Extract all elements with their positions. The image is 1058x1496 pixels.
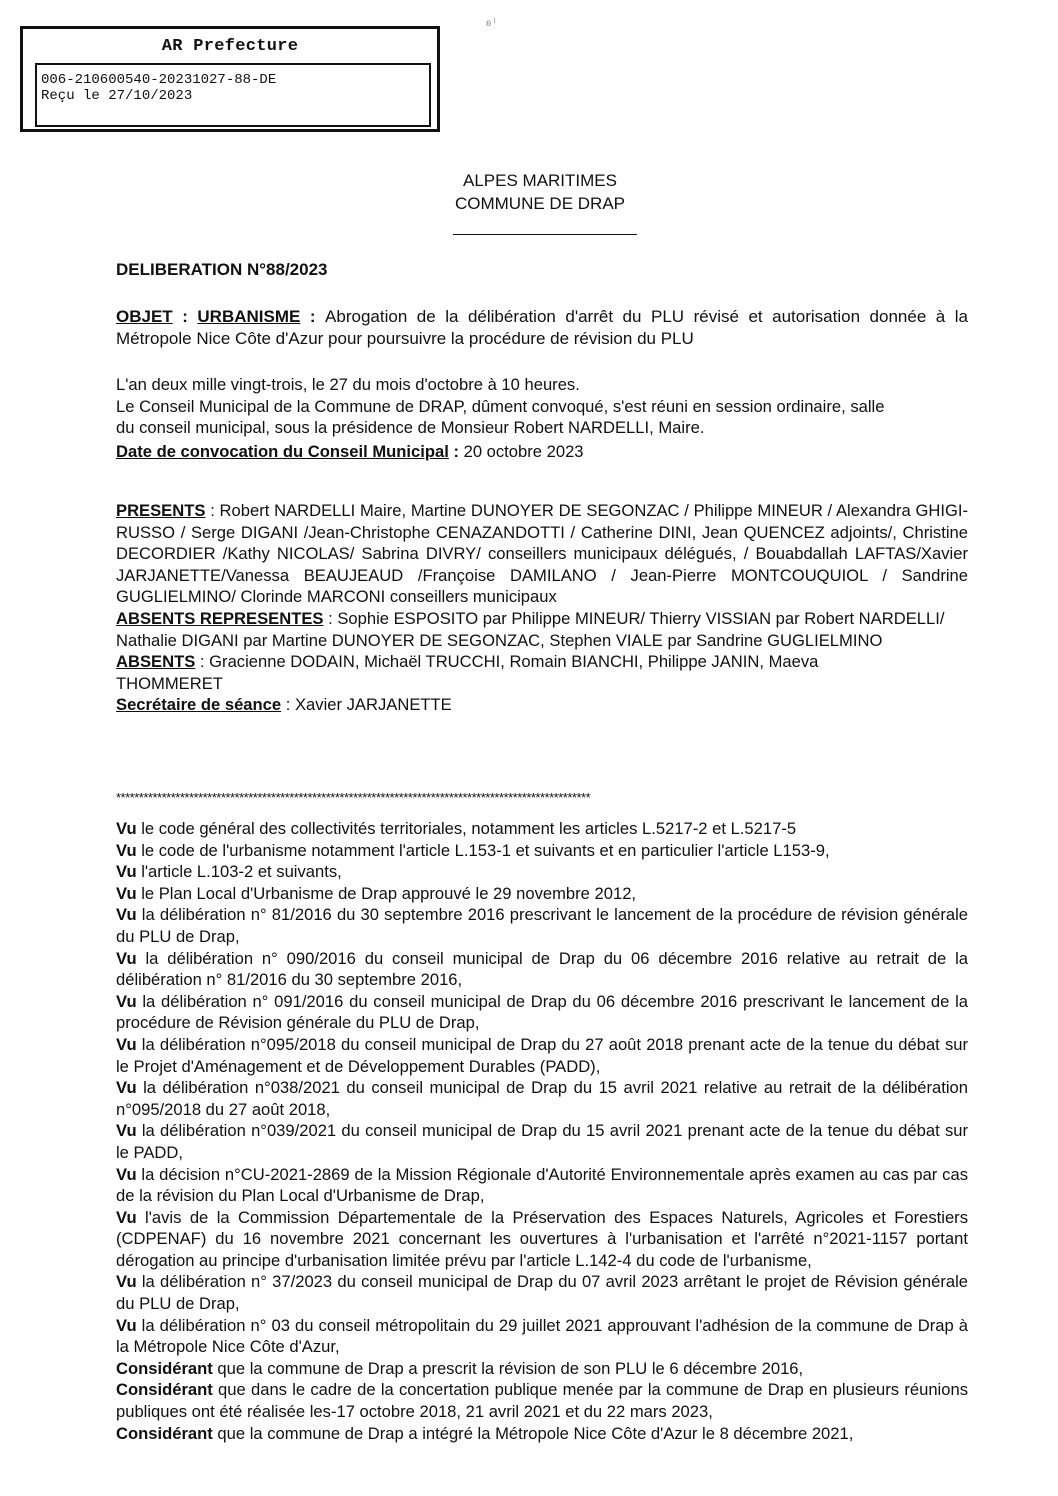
consideration-text: la décision n°CU-2021-2869 de la Mission Régionale d'Autorité Environnementale après examen au cas par cas de la révision du Plan Local d'Urbanisme de Drap,: [116, 1164, 968, 1206]
absents-representes-sep: :: [323, 608, 338, 628]
consideration-item: [116, 948, 968, 991]
consideration-text: le Plan Local d'Urbanisme de Drap approuvé le 29 novembre 2012,: [136, 883, 637, 903]
consideration-item: [116, 861, 968, 883]
consideration-item: [116, 1207, 968, 1272]
convocation-sep: :: [448, 441, 464, 461]
consideration-keyword: Vu: [116, 1272, 137, 1292]
intro-date: L'an deux mille vingt-trois, le 27 du mois d'octobre à 10 heures.: [116, 375, 580, 394]
department-heading: ALPES MARITIMES: [463, 171, 617, 190]
scan-mark: ʚ ˡ: [486, 18, 496, 29]
consideration-text: la délibération n° 03 du conseil métropolitain du 29 juillet 2021 approuvant l'adhésion de la commune de Drap à la Métropole Nice Côte d'Azur,: [116, 1315, 968, 1357]
objet-text: Abrogation de la délibération d'arrêt du PLU révisé et autorisation donnée à la Métropole Nice Côte d'Azur pour poursuivre la procédure de révision du PLU: [116, 307, 969, 348]
consideration-item: [116, 1358, 968, 1380]
presents-label: PRESENTS: [116, 501, 206, 520]
consideration-keyword: Vu: [116, 991, 137, 1011]
consideration-keyword: Vu: [116, 862, 137, 882]
consideration-keyword: Vu: [116, 1315, 137, 1335]
consideration-text: l'avis de la Commission Départementale de la Préservation des Espaces Naturels, Agricoles et Forestiers (CDPENAF) du 16 novembre 2021 concernant les ouvertures à l'urbanisation et l'arrêté n°2021-1157 portant dérogation au principe d'urbanisation limitée prévu par l'article L.142-4 du code de l'urbanisme,: [116, 1207, 968, 1270]
presents-list: Robert NARDELLI Maire, Martine DUNOYER DE SEGONZAC / Philippe MINEUR / Alexandra GHIGI-RUSSO / Serge DIGANI /Jean-Christophe CENAZANDOTTI / Catherine DINI, Jean QUENCEZ adjoints/, Christine DECORDIER /Kathy NICOLAS/ Sabrina DIVRY/ conseillers municipaux délégués, / Bouabdallah LAFTAS/Xavier JARJANETTE/Vanessa BEAUJEAUD /Françoise DAMILANO / Jean-Pierre MONTCOUQUIOL / Sandrine GUGLIELMINO/ Clorinde MARCONI conseillers municipaux: [116, 501, 968, 607]
stamp-title: AR Prefecture: [161, 37, 299, 56]
consideration-keyword: Vu: [116, 1164, 137, 1184]
urbanisme-label: URBANISME: [197, 307, 301, 326]
consideration-keyword: Vu: [116, 840, 137, 860]
secretaire-sep: :: [281, 695, 295, 715]
intro-session: Le Conseil Municipal de la Commune de DRAP, dûment convoqué, s'est réuni en session ordinaire, salle du conseil municipal, sous la présidence de Monsieur Robert NARDELLI, Maire.: [116, 396, 885, 438]
consideration-text: que la commune de Drap a intégré la Métropole Nice Côte d'Azur le 8 décembre 2021,: [212, 1423, 854, 1443]
stamp-received-date: Reçu le 27/10/2023: [41, 88, 193, 104]
attendance-section: [116, 500, 968, 716]
secretaire-label: Secrétaire de séance: [116, 695, 282, 715]
objet-section: [116, 306, 968, 349]
prefecture-stamp: [20, 26, 440, 132]
convocation-label: Date de convocation du Conseil Municipal: [116, 441, 449, 461]
presents-sep: :: [205, 501, 220, 520]
objet-sep: :: [172, 307, 198, 326]
consideration-keyword: Considérant: [116, 1380, 213, 1400]
commune-heading: COMMUNE DE DRAP: [454, 194, 625, 213]
consideration-text: la délibération n° 81/2016 du 30 septembre 2016 prescrivant le lancement de la procédure de révision générale du PLU de Drap,: [116, 905, 968, 946]
consideration-keyword: Vu: [116, 883, 137, 903]
consideration-item: [116, 1034, 968, 1077]
consideration-text: la délibération n° 37/2023 du conseil municipal de Drap du 07 avril 2023 arrêtant le projet de Révision générale du PLU de Drap,: [116, 1272, 968, 1314]
consideration-text: la délibération n°039/2021 du conseil municipal de Drap du 15 avril 2021 prenant acte de la tenue du débat sur le PADD,: [116, 1121, 968, 1162]
consideration-text: que dans le cadre de la concertation publique menée par la commune de Drap en plusieurs réunions publiques ont été réalisée les-17 octobre 2018, 21 avril 2021 et du 22 mars 2023,: [116, 1380, 968, 1422]
objet-label: OBJET: [116, 307, 173, 326]
consideration-item: [116, 991, 968, 1034]
considerations-list: [116, 818, 968, 1444]
secretaire-name: Xavier JARJANETTE: [294, 695, 452, 715]
consideration-text: le code de l'urbanisme notamment l'article L.153-1 et suivants et en particulier l'article L153-9,: [136, 840, 830, 860]
consideration-keyword: Vu: [116, 1078, 137, 1098]
deliberation-number: DELIBERATION N°88/2023: [116, 260, 328, 279]
urbanisme-sep: :: [300, 307, 326, 326]
consideration-item: [116, 1077, 968, 1120]
consideration-text: la délibération n°095/2018 du conseil municipal de Drap du 27 août 2018 prenant acte de la tenue du débat sur le Projet d'Aménagement et de Développement Durables (PADD),: [116, 1034, 968, 1076]
consideration-keyword: Vu: [116, 819, 137, 838]
consideration-text: l'article L.103-2 et suivants,: [136, 862, 342, 882]
consideration-keyword: Considérant: [116, 1423, 213, 1443]
header-divider: [453, 234, 637, 235]
absents-list: Gracienne DODAIN, Michaël TRUCCHI, Romain BIANCHI, Philippe JANIN, Maeva THOMMERET: [116, 652, 819, 693]
session-section: [116, 374, 906, 462]
consideration-keyword: Vu: [116, 1207, 137, 1227]
consideration-item: [116, 1315, 968, 1358]
consideration-item: [116, 818, 968, 840]
consideration-item: [116, 1379, 968, 1422]
consideration-text: la délibération n° 090/2016 du conseil municipal de Drap du 06 décembre 2016 relative au retrait de la délibération n° 81/2016 du 30 septembre 2016,: [116, 948, 968, 990]
convocation-date: 20 octobre 2023: [463, 441, 584, 461]
consideration-text: que la commune de Drap a prescrit la révision de son PLU le 6 décembre 2016,: [212, 1358, 804, 1378]
consideration-keyword: Considérant: [116, 1358, 213, 1378]
consideration-keyword: Vu: [116, 905, 137, 925]
consideration-keyword: Vu: [116, 1034, 137, 1054]
absents-representes-label: ABSENTS REPRESENTES: [116, 608, 324, 628]
consideration-item: [116, 1164, 968, 1207]
consideration-text: la délibération n° 091/2016 du conseil municipal de Drap du 06 décembre 2016 prescrivant le lancement de la procédure de Révision générale du PLU de Drap,: [116, 991, 968, 1033]
consideration-keyword: Vu: [116, 948, 137, 968]
consideration-item: [116, 1120, 968, 1163]
section-separator: ********************************************************************************************************: [116, 790, 591, 805]
consideration-item: [116, 904, 968, 947]
stamp-reference: 006-210600540-20231027-88-DE: [41, 72, 277, 88]
absents-label: ABSENTS: [116, 652, 196, 672]
consideration-item: [116, 883, 968, 905]
consideration-keyword: Vu: [116, 1121, 137, 1141]
consideration-item: [116, 1423, 968, 1445]
absents-representes-list: Sophie ESPOSITO par Philippe MINEUR/ Thierry VISSIAN par Robert NARDELLI/ Nathalie DIGANI par Martine DUNOYER DE SEGONZAC, Stephen VIALE par Sandrine GUGLIELMINO: [116, 608, 945, 650]
absents-sep: :: [195, 652, 210, 672]
stamp-reference-box: [35, 63, 431, 127]
consideration-text: le code général des collectivités territoriales, notamment les articles L.5217-2 et L.5217-5: [136, 819, 797, 838]
consideration-item: [116, 840, 968, 862]
consideration-text: la délibération n°038/2021 du conseil municipal de Drap du 15 avril 2021 relative au retrait de la délibération n°095/2018 du 27 août 2018,: [116, 1078, 968, 1119]
consideration-item: [116, 1271, 968, 1314]
